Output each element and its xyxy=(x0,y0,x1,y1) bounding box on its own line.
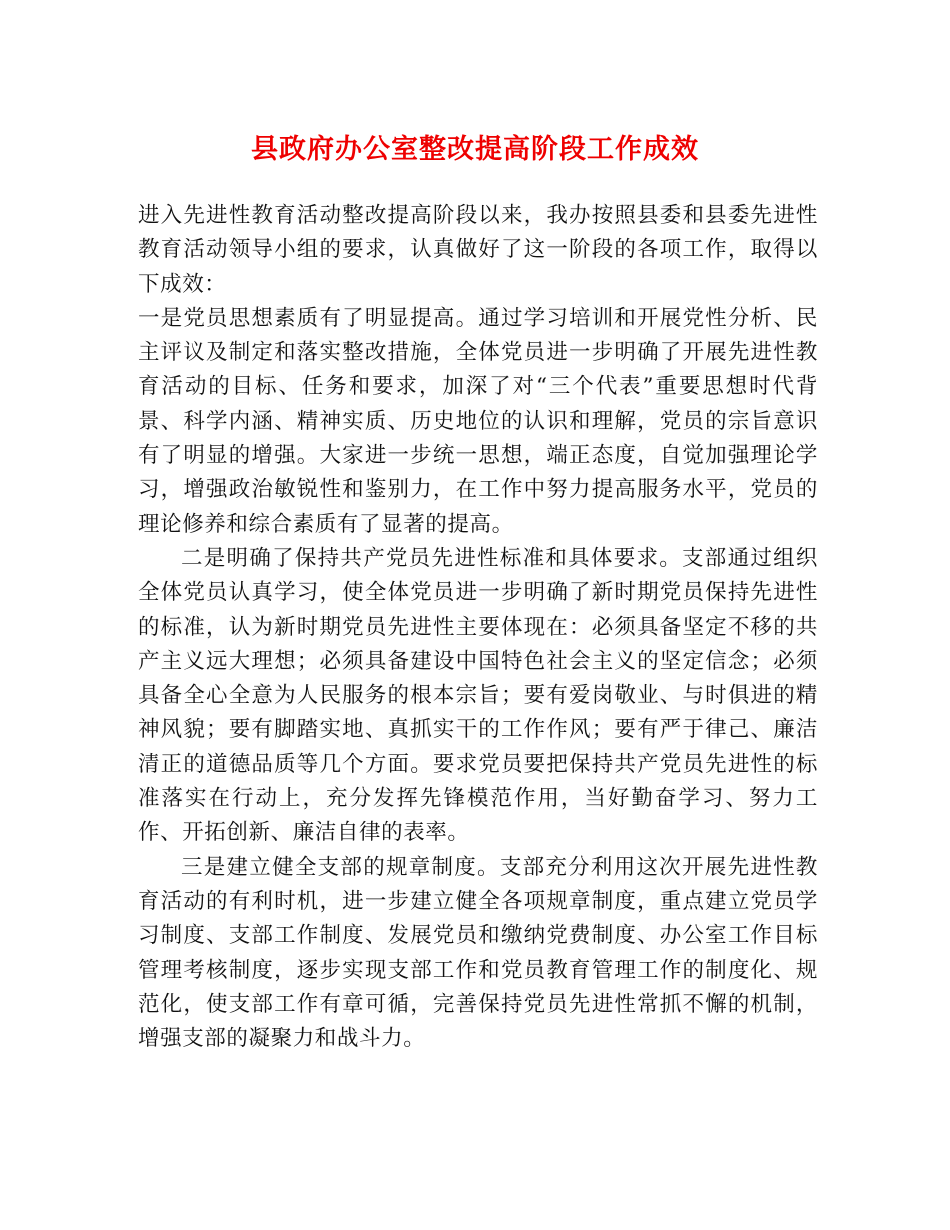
paragraph-point-three: 三是建立健全支部的规章制度。支部充分利用这次开展先进性教育活动的有利时机，进一步建立健全各项规章制度，重点建立党员学习制度、支部工作制度、发展党员和缴纳党费制度、办公室工作目标管理考核制度，逐步实现支部工作和党员教育管理工作的制度化、规范化，使支部工作有章可循，完善保持党员先进性常抓不懈的机制，增强支部的凝聚力和战斗力。 xyxy=(138,854,818,1052)
document-body xyxy=(138,199,818,1056)
paragraph-intro: 进入先进性教育活动整改提高阶段以来，我办按照县委和县委先进性教育活动领导小组的要求，认真做好了这一阶段的各项工作，取得以下成效： xyxy=(138,203,818,297)
paragraph-point-two: 二是明确了保持共产党员先进性标准和具体要求。支部通过组织全体党员认真学习，使全体党员进一步明确了新时期党员保持先进性的标准，认为新时期党员先进性主要体现在：必须具备坚定不移的共产主义远大理想；必须具备建设中国特色社会主义的坚定信念；必须具备全心全意为人民服务的根本宗旨；要有爱岗敬业、与时俱进的精神风貌；要有脚踏实地、真抓实干的工作作风；要有严于律己、廉洁清正的道德品质等几个方面。要求党员要把保持共产党员先进性的标准落实在行动上，充分发挥先锋模范作用，当好勤奋学习、努力工作、开拓创新、廉洁自律的表率。 xyxy=(138,545,818,846)
document-title: 县政府办公室整改提高阶段工作成效 xyxy=(251,134,699,165)
paragraph-point-one: 一是党员思想素质有了明显提高。通过学习培训和开展党性分析、民主评议及制定和落实整改措施，全体党员进一步明确了开展先进性教育活动的目标、任务和要求，加深了对“三个代表”重要思想时代背景、科学内涵、精神实质、历史地位的认识和理解，党员的宗旨意识有了明显的增强。大家进一步统一思想，端正态度，自觉加强理论学习，增强政治敏锐性和鉴别力，在工作中努力提高服务水平，党员的理论修养和综合素质有了显著的提高。 xyxy=(138,305,818,537)
